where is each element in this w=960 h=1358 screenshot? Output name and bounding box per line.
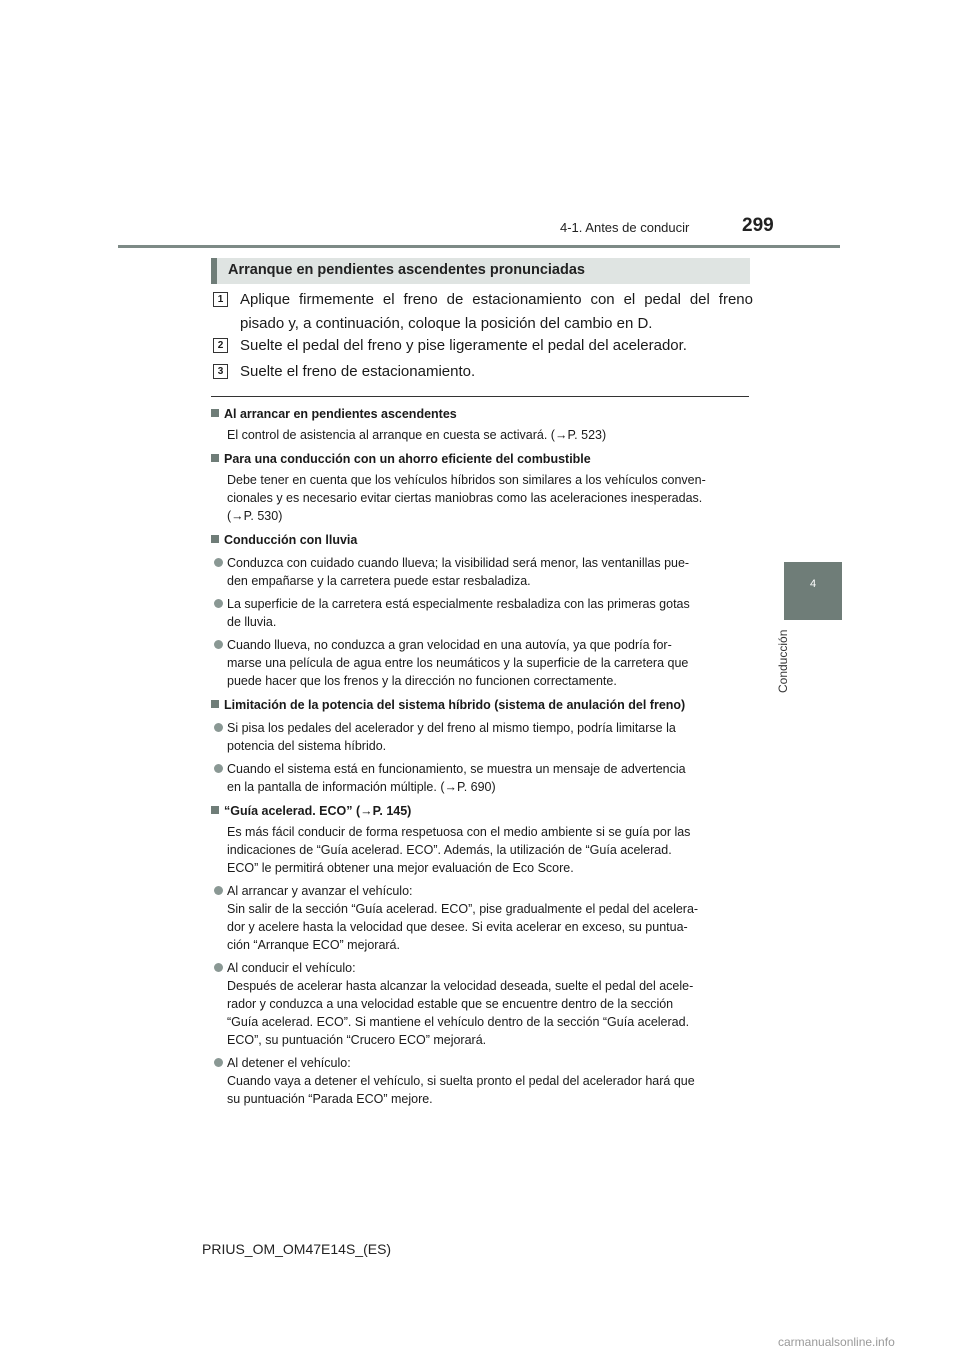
note-bullet <box>211 554 749 590</box>
text-line: “Guía acelerad. ECO”. Si mantiene el vehículo dentro de la sección “Guía acelerad. <box>227 1015 690 1029</box>
note-bullet <box>211 959 749 1049</box>
square-bullet-icon <box>211 806 219 814</box>
circle-bullet-icon <box>214 963 223 972</box>
step-number-badge: 2 <box>213 338 228 353</box>
text-line: Es más fácil conducir de forma respetuosa con el medio ambiente si se guía por las <box>227 825 691 839</box>
note-heading <box>211 802 749 820</box>
circle-bullet-icon <box>214 1058 223 1067</box>
procedure-step <box>213 288 753 336</box>
procedure-step <box>213 360 753 384</box>
text-line: rador y conduzca a una velocidad estable que se encuentre dentro de la sección <box>227 997 674 1011</box>
circle-bullet-icon <box>214 599 223 608</box>
text-line: Al arrancar y avanzar el vehículo: <box>227 884 413 898</box>
procedure-step <box>213 334 753 358</box>
note-heading-text: Al arrancar en pendientes ascendentes <box>224 407 457 421</box>
note-heading-text: Limitación de la potencia del sistema híbrido (sistema de anulación del freno) <box>224 698 686 712</box>
text-line: La superficie de la carretera está especialmente resbaladiza con las primeras gotas <box>227 597 690 611</box>
text-line: ECO” le permitirá obtener una mejor evaluación de Eco Score. <box>227 861 574 875</box>
text-line: su puntuación “Parada ECO” mejore. <box>227 1092 433 1106</box>
note-heading <box>211 405 749 423</box>
note-heading <box>211 696 749 714</box>
text-line: marse una película de agua entre los neumáticos y la superficie de la carretera que <box>227 656 689 670</box>
note-bullet <box>211 595 749 631</box>
text-line: Cuando el sistema está en funcionamiento, se muestra un mensaje de advertencia <box>227 762 686 776</box>
note-section <box>211 405 749 444</box>
chapter-tab[interactable] <box>784 562 842 620</box>
circle-bullet-icon <box>214 558 223 567</box>
model-code: PRIUS_OM_OM47E14S_(ES) <box>202 1241 392 1257</box>
chapter-label: Conducción <box>776 630 790 694</box>
note-bullet <box>211 760 749 796</box>
circle-bullet-icon <box>214 764 223 773</box>
text-line: Sin salir de la sección “Guía acelerad. ECO”, pise gradualmente el pedal del acelera- <box>227 902 699 916</box>
text-line: Al conducir el vehículo: <box>227 961 356 975</box>
text-line: ción “Arranque ECO” mejorará. <box>227 938 400 952</box>
note-heading-text: Para una conducción con un ahorro eficiente del combustible <box>224 452 591 466</box>
note-heading-text: Conducción con lluvia <box>224 533 358 547</box>
chapter-number: 4 <box>809 578 817 590</box>
note-paragraph <box>211 471 749 525</box>
note-bullet <box>211 636 749 690</box>
procedure-divider <box>211 396 749 397</box>
note-bullet <box>211 882 749 954</box>
text-line: El control de asistencia al arranque en cuesta se activará. (→P. 523) <box>227 428 607 442</box>
circle-bullet-icon <box>214 640 223 649</box>
step-number-badge: 3 <box>213 364 228 379</box>
procedure-title: Arranque en pendientes ascendentes pronunciadas <box>228 262 585 278</box>
note-bullet <box>211 1054 749 1108</box>
text-line: Al detener el vehículo: <box>227 1056 351 1070</box>
page-number: 299 <box>742 215 774 236</box>
text-line: puede hacer que los frenos y la dirección no funcionen correctamente. <box>227 674 617 688</box>
note-heading <box>211 531 749 549</box>
text-line: Debe tener en cuenta que los vehículos híbridos son similares a los vehículos conven- <box>227 473 706 487</box>
note-bullet <box>211 719 749 755</box>
step-number-badge: 1 <box>213 292 228 307</box>
note-section <box>211 696 749 796</box>
notes-content <box>211 405 749 1108</box>
note-section <box>211 450 749 525</box>
text-line: indicaciones de “Guía acelerad. ECO”. Además, la utilización de “Guía acelerad. <box>227 843 672 857</box>
note-section <box>211 531 749 690</box>
step-text: Aplique firmemente el freno de estacionamiento con el pedal del freno pisado y, a continuación, coloque la posición del cambio en D. <box>240 291 753 332</box>
note-heading <box>211 450 749 468</box>
note-heading-text: “Guía acelerad. ECO” (→P. 145) <box>224 804 412 818</box>
step-text: Suelte el pedal del freno y pise ligeramente el pedal del acelerador. <box>240 337 687 354</box>
text-line: Cuando llueva, no conduzca a gran velocidad en una autovía, ya que podría for- <box>227 638 672 652</box>
note-paragraph <box>211 823 749 877</box>
text-line: de lluvia. <box>227 615 277 629</box>
text-line: Después de acelerar hasta alcanzar la velocidad deseada, suelte el pedal del acele- <box>227 979 694 993</box>
text-line: cionales y es necesario evitar ciertas maniobras como las aceleraciones inesperadas. <box>227 491 703 505</box>
circle-bullet-icon <box>214 886 223 895</box>
step-text: Suelte el freno de estacionamiento. <box>240 363 476 380</box>
text-line: den empañarse y la carretera puede estar resbaladiza. <box>227 574 531 588</box>
text-line: (→P. 530) <box>227 509 283 523</box>
text-line: dor y acelere hasta la velocidad que desee. Si evita acelerar en exceso, su puntua- <box>227 920 688 934</box>
square-bullet-icon <box>211 409 219 417</box>
note-section <box>211 802 749 1108</box>
text-line: potencia del sistema híbrido. <box>227 739 387 753</box>
square-bullet-icon <box>211 700 219 708</box>
text-line: Cuando vaya a detener el vehículo, si suelta pronto el pedal del acelerador hará que <box>227 1074 695 1088</box>
square-bullet-icon <box>211 535 219 543</box>
square-bullet-icon <box>211 454 219 462</box>
text-line: ECO”, su puntuación “Crucero ECO” mejorará. <box>227 1033 487 1047</box>
section-title: 4-1. Antes de conducir <box>560 220 690 235</box>
watermark[interactable]: carmanualsonline.info <box>778 1335 895 1349</box>
note-paragraph <box>211 426 749 444</box>
text-line: Conduzca con cuidado cuando llueva; la visibilidad será menor, las ventanillas pue- <box>227 556 690 570</box>
header-divider <box>118 245 840 248</box>
procedure-title-bar <box>211 258 750 284</box>
text-line: Si pisa los pedales del acelerador y del freno al mismo tiempo, podría limitarse la <box>227 721 676 735</box>
text-line: en la pantalla de información múltiple. (→P. 690) <box>227 780 496 794</box>
circle-bullet-icon <box>214 723 223 732</box>
